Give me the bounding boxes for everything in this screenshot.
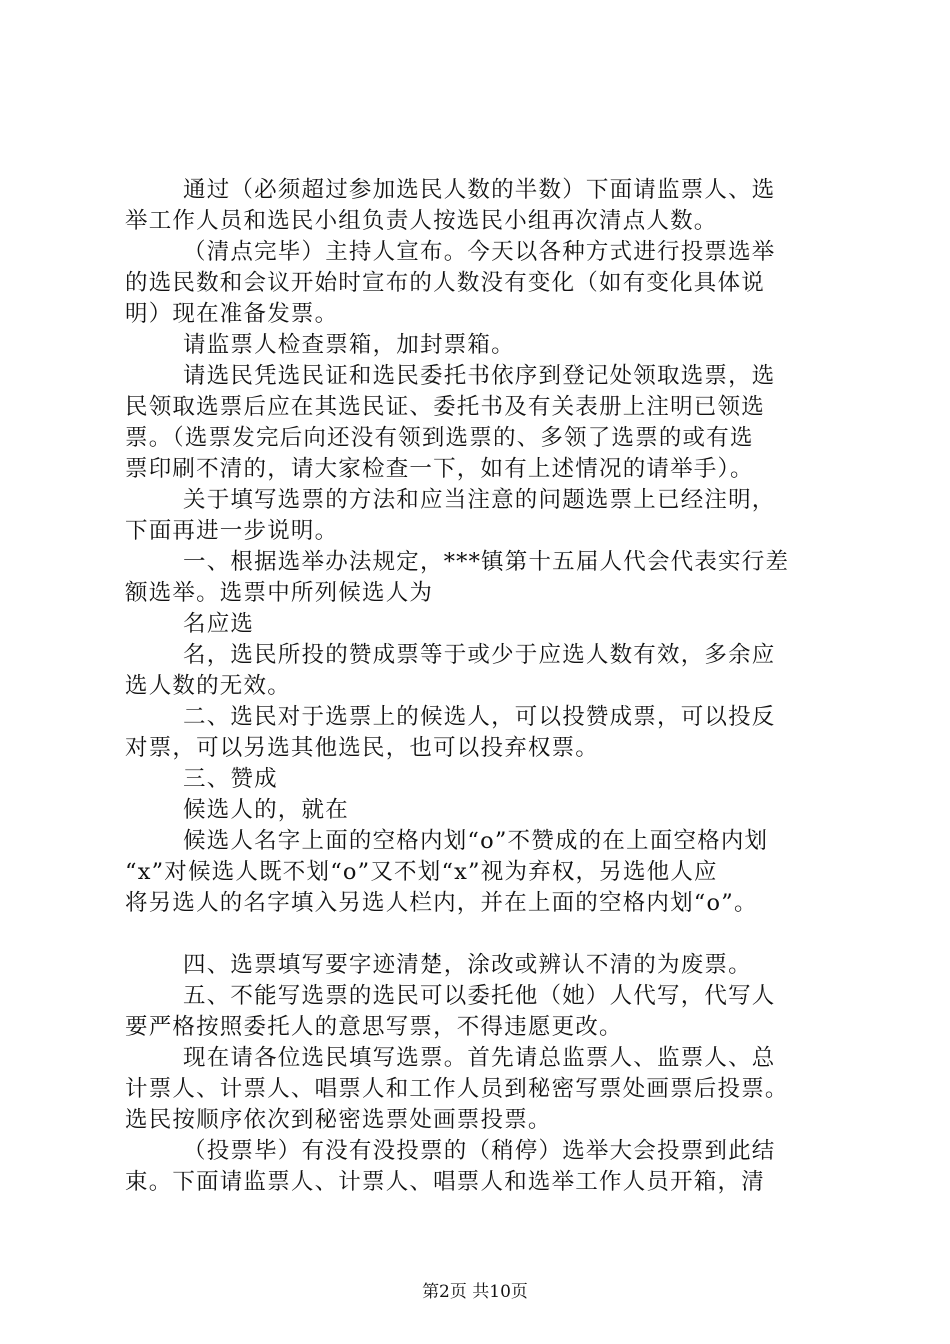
text-line: 的选民数和会议开始时宣布的人数没有变化（如有变化具体说: [125, 270, 765, 296]
text-line: 额选举。选票中所列候选人为: [125, 580, 434, 606]
text-line: 票印刷不清的，请大家检查一下，如有上述情况的请举手）。: [125, 456, 754, 482]
page-number-footer: 第2页 共10页: [422, 1282, 528, 1302]
text-line: 三、赞成: [183, 766, 278, 792]
text-line: 举工作人员和选民小组负责人按选民小组再次清点人数。: [125, 208, 718, 234]
text-line: 关于填写选票的方法和应当注意的问题选票上已经注明，: [183, 487, 776, 513]
text-line: 明）现在准备发票。: [125, 301, 339, 327]
blank-line: [125, 919, 830, 950]
text-line: 下面再进一步说明。: [125, 518, 339, 544]
text-line: 名应选: [183, 611, 255, 637]
text-line: 对票，可以另选其他选民，也可以投弃权票。: [125, 735, 600, 761]
text-line: 要严格按照委托人的意思写票，不得违愿更改。: [125, 1014, 623, 1040]
text-line: 请选民凭选民证和选民委托书依序到登记处领取选票，选: [183, 363, 776, 389]
text-line: （清点完毕）主持人宣布。今天以各种方式进行投票选举: [183, 239, 776, 265]
text-line: （投票毕）有没有没投票的（稍停）选举大会投票到此结: [183, 1138, 776, 1164]
text-line: 现在请各位选民填写选票。首先请总监票人、监票人、总: [183, 1045, 776, 1071]
text-line: 通过（必须超过参加选民人数的半数）下面请监票人、选: [183, 177, 776, 203]
document-body: [125, 175, 830, 1198]
text-line: 五、不能写选票的选民可以委托他（她）人代写，代写人: [183, 983, 776, 1009]
text-line: 四、选票填写要字迹清楚，涂改或辨认不清的为废票。: [183, 952, 752, 978]
text-line: 候选人的，就在: [183, 797, 349, 823]
text-line: 选人数的无效。: [125, 673, 291, 699]
text-line: 计票人、计票人、唱票人和工作人员到秘密写票处画票后投票。: [125, 1076, 789, 1102]
text-line: 候选人名字上面的空格内划“o”不赞成的在上面空格内划: [183, 828, 769, 854]
text-line: 名，选民所投的赞成票等于或少于应选人数有效，多余应: [183, 642, 776, 668]
text-line: 请监票人检查票箱，加封票箱。: [183, 332, 515, 358]
text-line: 民领取选票后应在其选民证、委托书及有关表册上注明已领选: [125, 394, 765, 420]
text-line: 束。下面请监票人、计票人、唱票人和选举工作人员开箱，清: [125, 1169, 765, 1195]
text-line: “x”对候选人既不划“o”又不划“x”视为弃权，另选他人应: [125, 859, 718, 885]
text-line: 选民按顺序依次到秘密选票处画票投票。: [125, 1107, 552, 1133]
text-line: 将另选人的名字填入另选人栏内，并在上面的空格内划“o”。: [125, 890, 758, 916]
text-line: 二、选民对于选票上的候选人，可以投赞成票，可以投反: [183, 704, 776, 730]
text-line: 票。（选票发完后向还没有领到选票的、多领了选票的或有选: [125, 425, 754, 451]
text-line: 一、根据选举办法规定，***镇第十五届人代会代表实行差: [183, 549, 790, 575]
